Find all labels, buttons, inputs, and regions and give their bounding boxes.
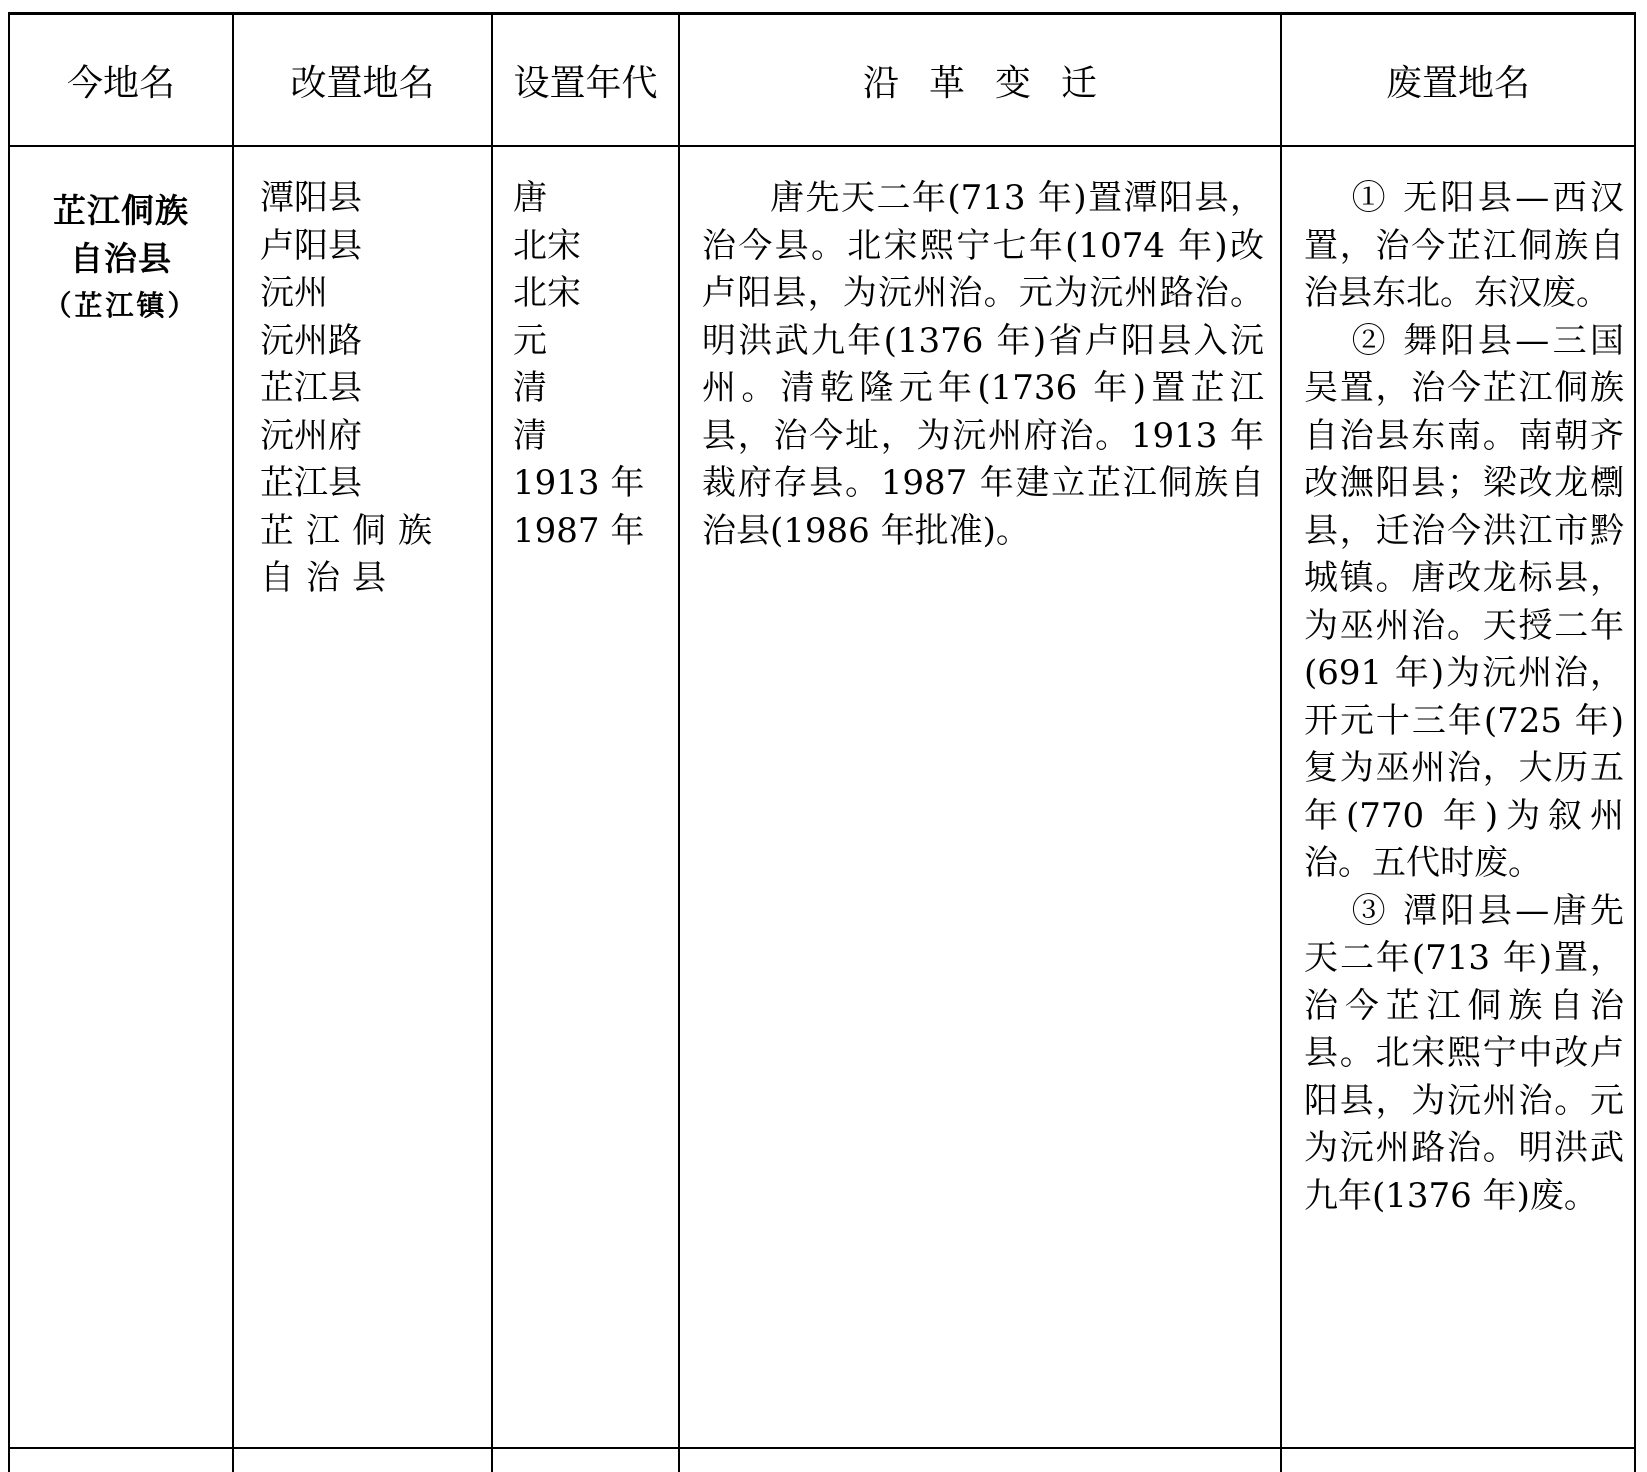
header-renamed-place: 改置地名: [290, 62, 435, 104]
gazetteer-table: [8, 12, 1636, 1472]
current-name-cell: [10, 147, 232, 1447]
renamed-place: 沅州: [260, 273, 328, 313]
abolished-places-cell: [1282, 147, 1638, 1447]
renamed-place: 芷江侗族自治县: [260, 510, 444, 598]
header-current-name: 今地名: [66, 62, 175, 104]
established-era: 清: [513, 415, 547, 456]
header-history: 沿革变迁: [862, 62, 1127, 104]
established-era: 唐: [513, 178, 547, 218]
row-divider: [10, 1447, 1636, 1449]
history-text: 唐先天二年(713 年)置潭阳县，治今县。北宋熙宁七年(1074 年)改卢阳县，为沅州治。元为沅州路治。明洪武九年(1376 年)省卢阳县入沅州。清乾隆元年(1736 年)置芷江县，治今址，为沅州府治。1913 年裁府存县。1987 年建立芷江侗族自治县(1986 年批准)。: [702, 178, 1264, 551]
established-era: 1913 年: [513, 463, 645, 503]
renamed-places-cell: [234, 147, 491, 1447]
header-abolished-place: 废置地名: [1385, 62, 1530, 104]
established-era: 1987 年: [513, 510, 645, 551]
renamed-place: 潭阳县: [260, 178, 362, 218]
established-era: 北宋: [513, 225, 581, 266]
established-era-cell: [493, 147, 678, 1447]
history-cell: [680, 147, 1280, 1447]
abolished-place-entry: ② 舞阳县—三国吴置，治今芷江侗族自治县东南。南朝齐改潕阳县；梁改龙檦县，迁治今洪江市黔城镇。唐改龙标县，为巫州治。天授二年(691 年)为沅州治，开元十三年(725 年)复为巫州治，大历五年(770 年)为叙州治。五代时废。: [1304, 320, 1624, 883]
renamed-place: 卢阳县: [260, 225, 362, 266]
county-seat: （芷江镇）: [43, 289, 199, 322]
established-era: 北宋: [513, 273, 581, 313]
abolished-place-entry: ① 无阳县—西汉置，治今芷江侗族自治县东北。东汉废。: [1304, 178, 1624, 313]
current-name-line: 芷江侗族: [53, 191, 189, 230]
header-established-era: 设置年代: [513, 62, 658, 104]
current-name-line: 自治县: [70, 238, 172, 278]
established-era: 清: [513, 368, 547, 408]
established-era: 元: [513, 320, 547, 361]
renamed-place: 芷江县: [260, 463, 362, 503]
renamed-place: 芷江县: [260, 368, 362, 408]
abolished-place-entry: ③ 潭阳县—唐先天二年(713 年)置，治今芷江侗族自治县。北宋熙宁中改卢阳县，为沅州治。元为沅州路治。明洪武九年(1376 年)废。: [1304, 890, 1624, 1216]
renamed-place: 沅州府: [260, 415, 362, 456]
renamed-place: 沅州路: [260, 320, 362, 361]
